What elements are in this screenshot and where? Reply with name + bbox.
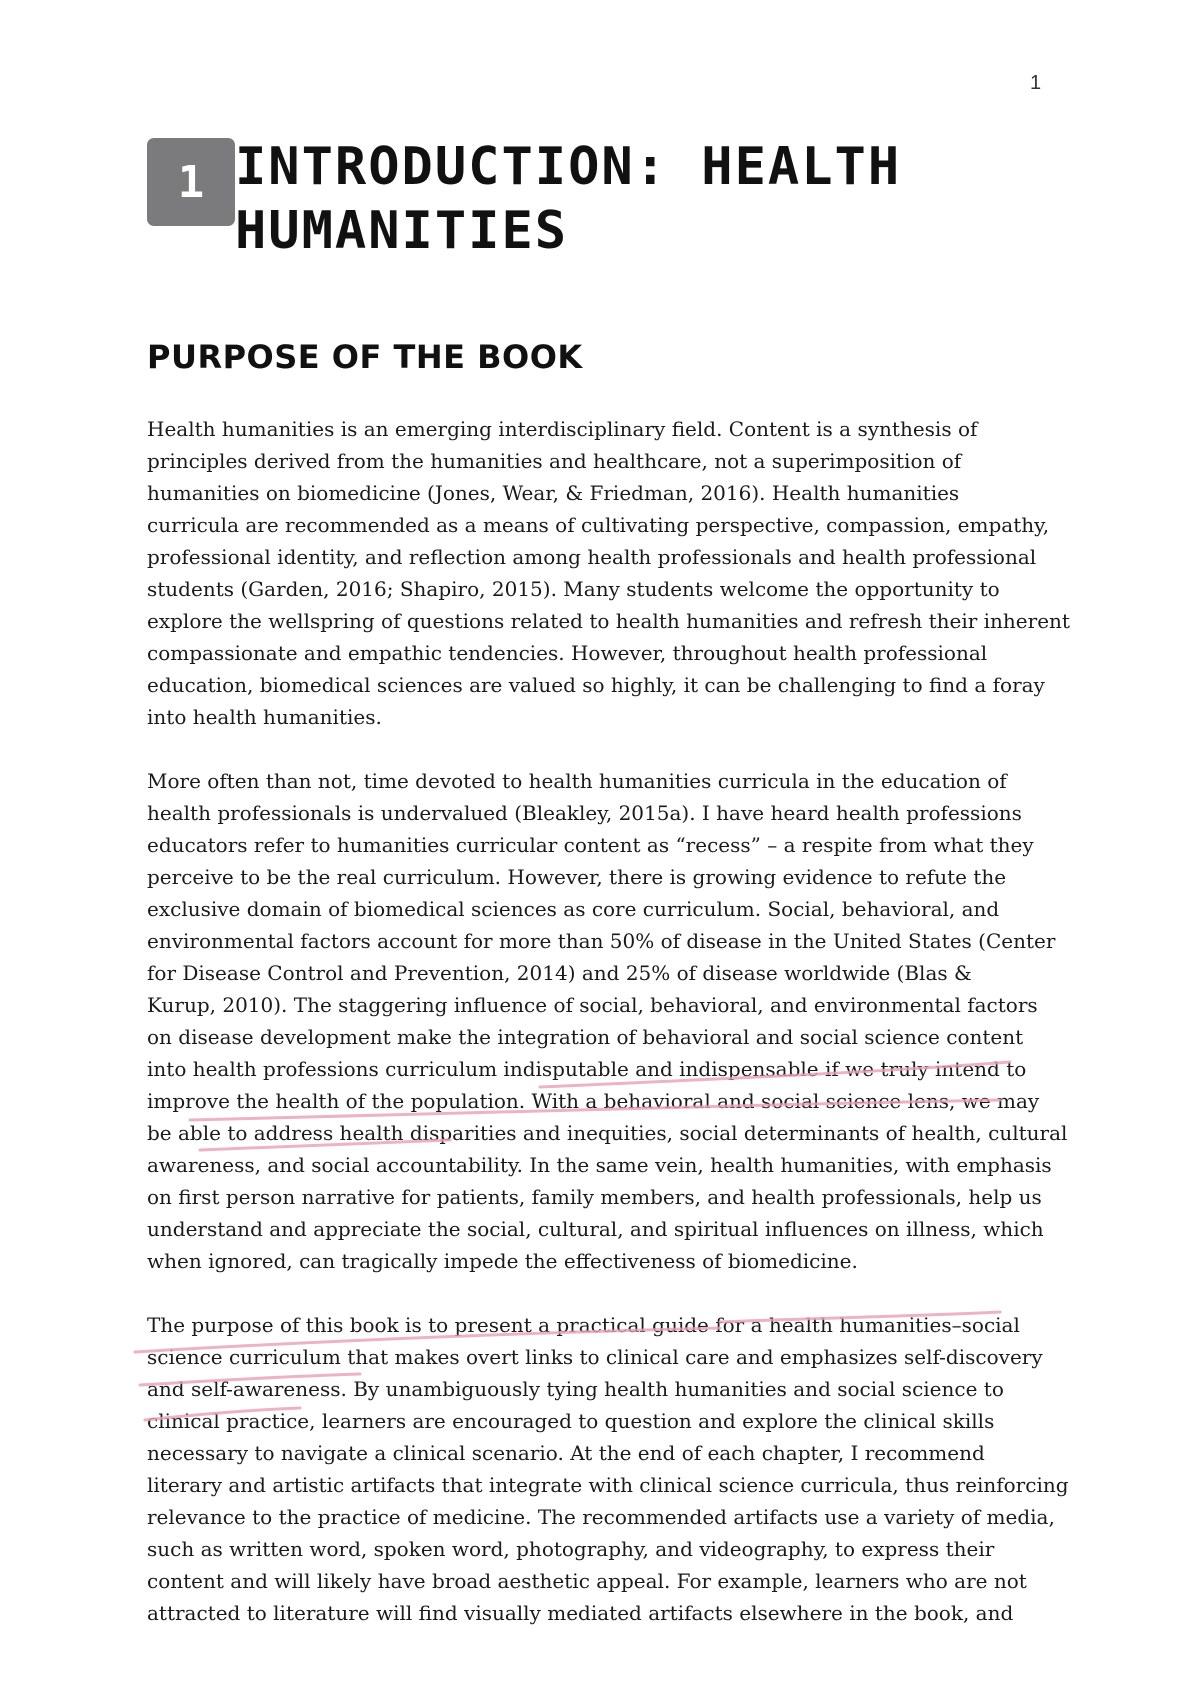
page-number: 1 [1030,72,1042,94]
text-line: health professionals is undervalued (Bleakley, 2015a). I have heard health professions [147,801,1022,825]
text-line: on first person narrative for patients, family members, and health professionals, help us [147,1185,1042,1209]
text-line: on disease development make the integration of behavioral and social science content [147,1025,1024,1049]
body-text [147,413,1070,1661]
text-line: into health professions curriculum indisputable and indispensable if we truly intend to [147,1057,1027,1081]
text-line: literary and artistic artifacts that integrate with clinical science curricula, thus reinforcing [147,1473,1069,1497]
text-line: when ignored, can tragically impede the effectiveness of biomedicine. [147,1249,858,1273]
section-heading: PURPOSE OF THE BOOK [147,338,583,376]
chapter-title-line-1: INTRODUCTION: HEALTH [235,137,902,197]
text-line: be able to address health disparities and inequities, social determinants of health, cultural [147,1121,1068,1145]
text-line: The purpose of this book is to present a practical guide for a health humanities–social [147,1313,1020,1337]
text-line: for Disease Control and Prevention, 2014) and 25% of disease worldwide (Blas & [147,961,972,985]
text-line: improve the health of the population. With a behavioral and social science lens, we may [147,1089,1040,1113]
text-line: More often than not, time devoted to health humanities curricula in the education of [147,769,1007,793]
text-line: professional identity, and reflection among health professionals and health professional [147,545,1037,569]
paragraph-3 [147,1309,1069,1629]
chapter-title [235,135,901,263]
text-line: explore the wellspring of questions related to health humanities and refresh their inherent [147,609,1070,633]
text-line: necessary to navigate a clinical scenario. At the end of each chapter, I recommend [147,1441,985,1465]
text-line: relevance to the practice of medicine. The recommended artifacts use a variety of media, [147,1505,1055,1529]
text-line: such as written word, spoken word, photography, and videography, to express their [147,1537,995,1561]
text-line: and self-awareness. By unambiguously tying health humanities and social science to [147,1377,1004,1401]
text-line: educators refer to humanities curricular content as “recess” – a respite from what they [147,833,1034,857]
chapter-number-badge: 1 [147,138,235,226]
text-line: environmental factors account for more than 50% of disease in the United States (Center [147,929,1056,953]
text-line: science curriculum that makes overt links to clinical care and emphasizes self-discovery [147,1345,1043,1369]
text-line: into health humanities. [147,705,382,729]
text-line: curricula are recommended as a means of cultivating perspective, compassion, empathy, [147,513,1050,537]
text-line: students (Garden, 2016; Shapiro, 2015). Many students welcome the opportunity to [147,577,1000,601]
text-line: understand and appreciate the social, cultural, and spiritual influences on illness, which [147,1217,1044,1241]
text-line: Kurup, 2010). The staggering influence of social, behavioral, and environmental factors [147,993,1038,1017]
chapter-title-line-2: HUMANITIES [235,201,569,261]
text-line: perceive to be the real curriculum. However, there is growing evidence to refute the [147,865,1007,889]
text-line: Health humanities is an emerging interdisciplinary field. Content is a synthesis of [147,417,978,441]
chapter-header [147,135,901,263]
text-line: attracted to literature will find visually mediated artifacts elsewhere in the book, and [147,1601,1014,1625]
text-line: education, biomedical sciences are valued so highly, it can be challenging to find a foray [147,673,1045,697]
text-line: awareness, and social accountability. In the same vein, health humanities, with emphasis [147,1153,1052,1177]
text-line: clinical practice, learners are encouraged to question and explore the clinical skills [147,1409,995,1433]
text-line: humanities on biomedicine (Jones, Wear, & Friedman, 2016). Health humanities [147,481,960,505]
paragraph-2 [147,765,1068,1277]
text-line: compassionate and empathic tendencies. However, throughout health professional [147,641,988,665]
text-line: exclusive domain of biomedical sciences as core curriculum. Social, behavioral, and [147,897,1000,921]
paragraph-1 [147,413,1070,733]
text-line: content and will likely have broad aesthetic appeal. For example, learners who are not [147,1569,1027,1593]
text-line: principles derived from the humanities and healthcare, not a superimposition of [147,449,962,473]
